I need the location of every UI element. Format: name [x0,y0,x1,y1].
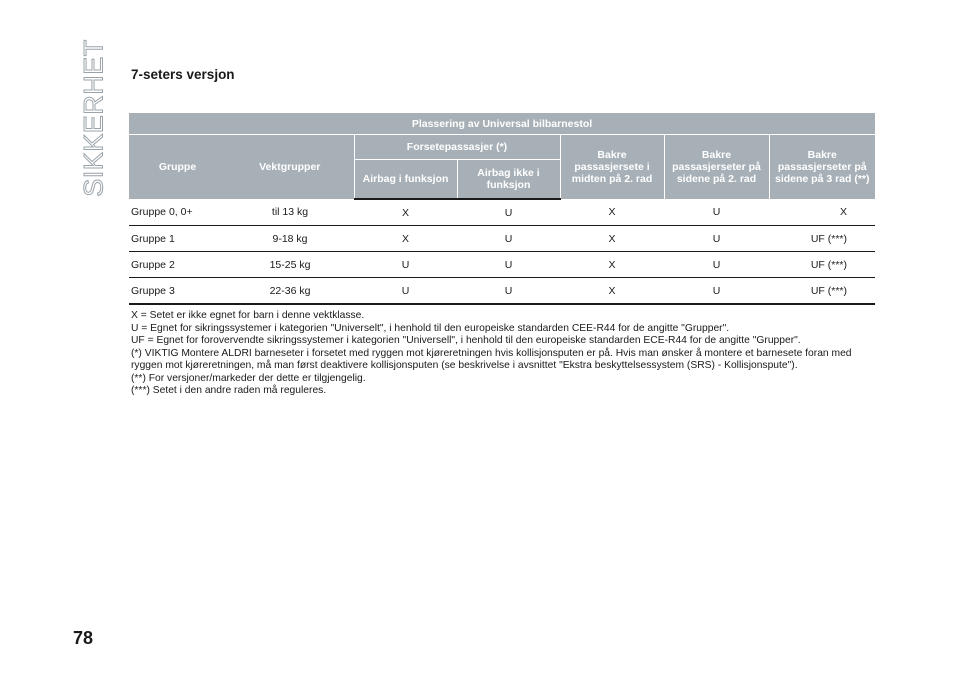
cell-airbag-on: X [354,199,457,226]
column-header-airbag-off: Airbag ikke i funksjon [457,160,560,200]
cell-airbag-off: U [457,278,560,305]
cell-rear-sides-row2: U [664,278,769,305]
cell-rear-sides-row2: U [664,199,769,226]
column-header-front-passenger: Forsetepassasjer (*) [354,135,560,160]
page-number: 78 [73,628,94,648]
note-uf-legend: UF = Egnet for forovervendte sikringssystemer i kategorien "Universell", i henhold til den europeiske standarden ECE-R44 for de angitte "Grupper". [131,335,801,346]
column-header-rear-middle: Bakre passasjersete i midten på 2. rad [560,135,664,200]
table-header-title: Plassering av Universal bilbarnestol [129,113,875,135]
cell-rear-middle: X [560,278,664,305]
cell-rear-sides-row3: UF (***) [769,226,875,252]
cell-weight: 15-25 kg [226,252,354,278]
column-header-airbag-on: Airbag i funksjon [354,160,457,200]
cell-rear-sides-row2: U [664,252,769,278]
cell-rear-middle: X [560,252,664,278]
note-second-row: (***) Setet i den andre raden må reguleres. [131,385,327,396]
table-row [129,278,875,305]
cell-group: Gruppe 1 [129,226,226,252]
note-u-legend: U = Egnet for sikringssystemer i kategorien "Universelt", i henhold til den europeiske standarden CEE-R44 for de angitte "Grupper". [131,322,730,334]
cell-group: Gruppe 2 [129,252,226,278]
child-seat-placement-table [129,113,875,305]
cell-weight: til 13 kg [226,199,354,226]
side-tab-label: SIKKERHET [78,39,109,197]
section-side-tab [78,39,109,197]
cell-rear-sides-row3: UF (***) [769,278,875,305]
cell-group: Gruppe 3 [129,278,226,305]
note-availability: (**) For versjoner/markeder der dette er tilgjengelig. [131,372,366,384]
cell-airbag-on: U [354,252,457,278]
column-header-weight: Vektgrupper [226,135,354,200]
column-header-group: Gruppe [129,135,226,200]
cell-airbag-off: U [457,199,560,226]
cell-airbag-on: U [354,278,457,305]
table-row [129,199,875,226]
table-row [129,226,875,252]
cell-airbag-on: X [354,226,457,252]
section-title: 7-seters versjon [131,67,235,82]
column-header-rear-sides-row2: Bakre passasjerseter på sidene på 2. rad [664,135,769,200]
cell-group: Gruppe 0, 0+ [129,199,226,226]
cell-rear-sides-row3: UF (***) [769,252,875,278]
cell-airbag-off: U [457,252,560,278]
cell-airbag-off: U [457,226,560,252]
column-header-rear-sides-row3: Bakre passasjerseter på sidene på 3 rad (**) [769,135,875,200]
note-x-legend: X = Setet er ikke egnet for barn i denne vektklasse. [131,310,365,321]
cell-rear-middle: X [560,226,664,252]
cell-rear-sides-row3: X [769,199,875,226]
cell-rear-middle: X [560,199,664,226]
table-row [129,252,875,278]
cell-weight: 9-18 kg [226,226,354,252]
table-notes [131,310,879,398]
cell-rear-sides-row2: U [664,226,769,252]
note-airbag-warning: (*) VIKTIG Montere ALDRI barneseter i forsetet med ryggen mot kjøreretningen hvis kollisjonsputen er på. Hvis man ønsker å montere et barnesete foran med ryggen mot kjøreretningen, må man først deaktivere kollisjonsputen (se beskrivelse i avsnittet "Ekstra beskyttelsessystem (SRS) - Kollisjonspute"). [131,347,852,371]
cell-weight: 22-36 kg [226,278,354,305]
